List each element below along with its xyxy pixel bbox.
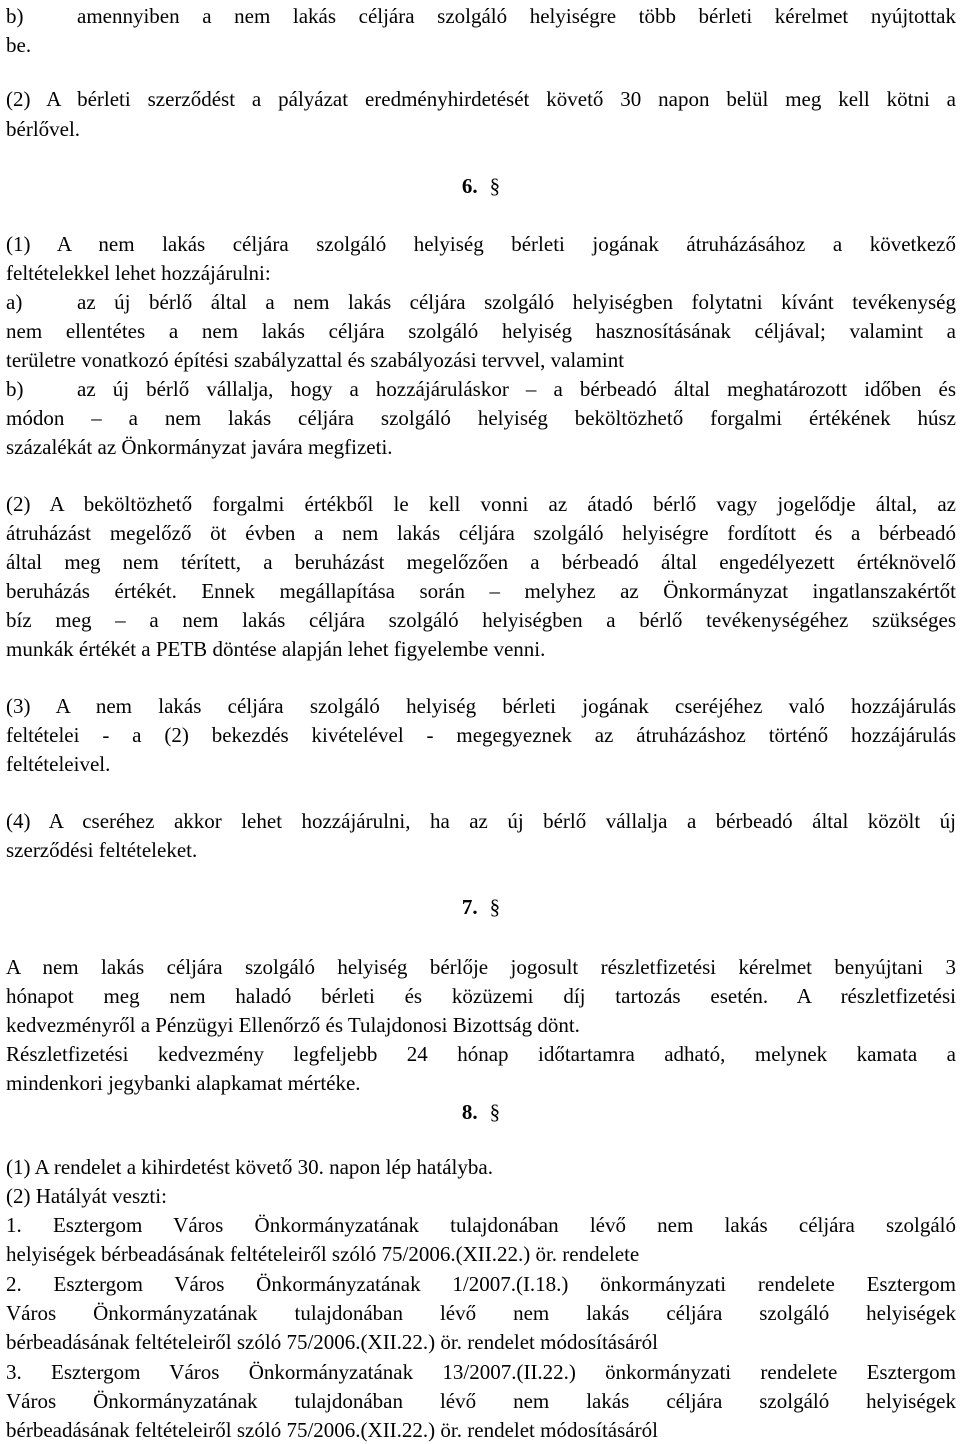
text-line: bérbeadásának feltételeiről szóló 75/2006.(XII.22.) ör. rendelet módosításáról bbox=[6, 1330, 658, 1354]
text-line: Város Önkormányzatának tulajdonában lévő nem lakás céljára szolgáló helyiségek bbox=[6, 1301, 956, 1325]
text-line: Részletfizetési kedvezmény legfeljebb 24 hónap időtartamra adható, melynek kamata a bbox=[6, 1042, 956, 1066]
text-line: feltételekkel lehet hozzájárulni: bbox=[6, 261, 271, 285]
text-line: területre vonatkozó építési szabályzattal és szabályozási tervvel, valamint bbox=[6, 348, 625, 372]
text-line: átruházást megelőző öt évben a nem lakás céljára szolgáló helyiségre fordított és a bérbeadó bbox=[6, 521, 956, 545]
text-line: bíz meg – a nem lakás céljára szolgáló helyiségben a bérlő tevékenységéhez szükséges bbox=[6, 608, 956, 632]
section-number: 6. bbox=[461, 174, 478, 198]
text-line: által meg nem térített, a beruházást megelőzően a bérbeadó által engedélyezett értéknövelő bbox=[6, 550, 956, 574]
list-item-line bbox=[6, 288, 956, 316]
text-line: (2) A beköltözhető forgalmi értékből le kell vonni az átadó bérlő vagy jogelődje által, az bbox=[6, 492, 956, 516]
section-symbol: § bbox=[489, 174, 501, 198]
text-line: helyiségek bérbeadásának feltételeiről szóló 75/2006.(XII.22.) ör. rendelete bbox=[6, 1242, 640, 1266]
text-line: 1. Esztergom Város Önkormányzatának tulajdonában lévő nem lakás céljára szolgáló bbox=[6, 1213, 956, 1237]
text-line: hónapot meg nem haladó bérleti és közüzemi díj tartozás esetén. A részletfizetési bbox=[6, 984, 956, 1008]
list-item-text: amennyiben a nem lakás céljára szolgáló helyiségre több bérleti kérelmet nyújtottak bbox=[77, 4, 956, 28]
text-line: (4) A cseréhez akkor lehet hozzájárulni, ha az új bérlő vállalja a bérbeadó által közölt új bbox=[6, 809, 956, 833]
text-line: beruházás értékét. Ennek megállapítása során – melyhez az Önkormányzat ingatlanszakértőt bbox=[6, 579, 956, 603]
text-line: kedvezményről a Pénzügyi Ellenőrző és Tulajdonosi Bizottság dönt. bbox=[6, 1013, 580, 1037]
list-item-label: b) bbox=[6, 4, 24, 28]
text-line: Város Önkormányzatának tulajdonában lévő nem lakás céljára szolgáló helyiségek bbox=[6, 1389, 956, 1413]
section-symbol: § bbox=[489, 1100, 501, 1124]
text-line: bérbeadásának feltételeiről szóló 75/2006.(XII.22.) ör. rendelet módosításáról bbox=[6, 1418, 658, 1442]
section-heading bbox=[6, 893, 956, 921]
text-line: bérlővel. bbox=[6, 117, 81, 141]
list-item-text: az új bérlő vállalja, hogy a hozzájáruláskor – a bérbeadó által meghatározott időben és bbox=[77, 377, 956, 401]
section-symbol: § bbox=[489, 895, 501, 919]
section-number: 8. bbox=[461, 1100, 478, 1124]
text-line: (2) A bérleti szerződést a pályázat eredményhirdetését követő 30 napon belül meg kell kötni a bbox=[6, 87, 956, 111]
list-item-label: a) bbox=[6, 290, 23, 314]
text-line: (2) Hatályát veszti: bbox=[6, 1184, 167, 1208]
text-line: be. bbox=[6, 33, 32, 57]
list-item-line bbox=[6, 2, 956, 30]
text-line: szerződési feltételeket. bbox=[6, 838, 198, 862]
section-number: 7. bbox=[461, 895, 478, 919]
section-heading bbox=[6, 172, 956, 200]
text-line: százalékát az Önkormányzat javára megfizeti. bbox=[6, 435, 393, 459]
text-line: nem ellentétes a nem lakás céljára szolgáló helyiség hasznosításának céljával; valamint a bbox=[6, 319, 956, 343]
text-line: mindenkori jegybanki alapkamat mértéke. bbox=[6, 1071, 361, 1095]
text-line: feltételei - a (2) bekezdés kivételével - megegyeznek az átruházáshoz történő hozzájárulás bbox=[6, 723, 956, 747]
text-line: módon – a nem lakás céljára szolgáló helyiség beköltözhető forgalmi értékének húsz bbox=[6, 406, 956, 430]
text-line: A nem lakás céljára szolgáló helyiség bérlője jogosult részletfizetési kérelmet benyújtani 3 bbox=[6, 955, 956, 979]
list-item-text: az új bérlő által a nem lakás céljára szolgáló helyiségben folytatni kívánt tevékenység bbox=[77, 290, 956, 314]
text-line: feltételeivel. bbox=[6, 752, 111, 776]
section-heading bbox=[6, 1098, 956, 1126]
text-line: (1) A nem lakás céljára szolgáló helyiség bérleti jogának átruházásához a következő bbox=[6, 232, 956, 256]
text-line: 2. Esztergom Város Önkormányzatának 1/2007.(I.18.) önkormányzati rendelete Esztergom bbox=[6, 1272, 956, 1296]
text-line: (3) A nem lakás céljára szolgáló helyiség bérleti jogának cseréjéhez való hozzájárulás bbox=[6, 694, 956, 718]
text-line: munkák értékét a PETB döntése alapján lehet figyelembe venni. bbox=[6, 637, 546, 661]
list-item-label: b) bbox=[6, 377, 24, 401]
list-item-line bbox=[6, 375, 956, 403]
text-line: 3. Esztergom Város Önkormányzatának 13/2007.(II.22.) önkormányzati rendelete Esztergom bbox=[6, 1360, 956, 1384]
text-line: (1) A rendelet a kihirdetést követő 30. napon lép hatályba. bbox=[6, 1155, 493, 1179]
